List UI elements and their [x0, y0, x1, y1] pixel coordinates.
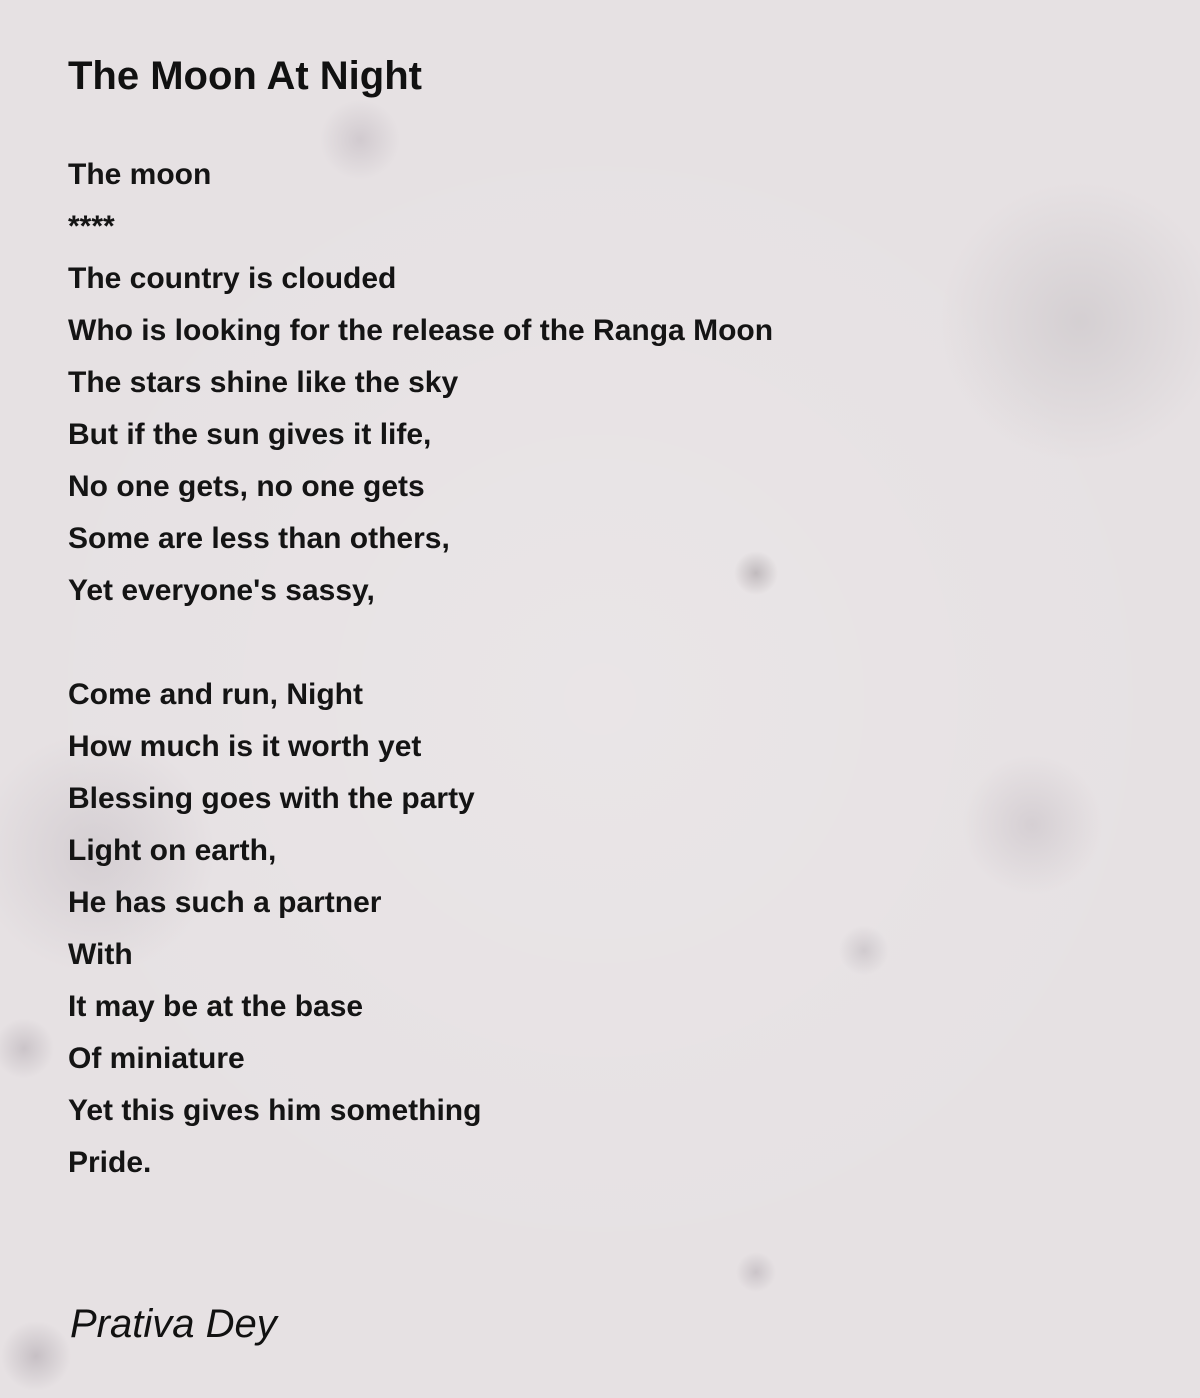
poem-line: With	[68, 938, 133, 971]
poem-line: Who is looking for the release of the Ranga Moon	[68, 314, 774, 347]
poem-line: ****	[68, 210, 115, 243]
poem-line: Come and run, Night	[68, 678, 363, 711]
poem-author: Prativa Dey	[70, 1302, 277, 1346]
poem-line: The stars shine like the sky	[68, 366, 459, 399]
poem-line: How much is it worth yet	[68, 730, 422, 763]
poem-line: Yet this gives him something	[68, 1094, 482, 1127]
poem-line: Of miniature	[68, 1042, 245, 1075]
poem-line: Some are less than others,	[68, 522, 450, 555]
poem-line: Light on earth,	[68, 834, 277, 867]
poem-line: No one gets, no one gets	[68, 470, 425, 503]
poem-line: The moon	[68, 158, 212, 191]
poem-body	[68, 149, 773, 1189]
poem-line: Pride.	[68, 1146, 152, 1179]
stanza-break	[68, 617, 773, 669]
poem-line: He has such a partner	[68, 886, 382, 919]
poem-line: Blessing goes with the party	[68, 782, 475, 815]
poem-line: The country is clouded	[68, 262, 397, 295]
poem-line: Yet everyone's sassy,	[68, 574, 375, 607]
poem-title: The Moon At Night	[68, 54, 422, 98]
poem-line: But if the sun gives it life,	[68, 418, 432, 451]
poem-line: It may be at the base	[68, 990, 364, 1023]
